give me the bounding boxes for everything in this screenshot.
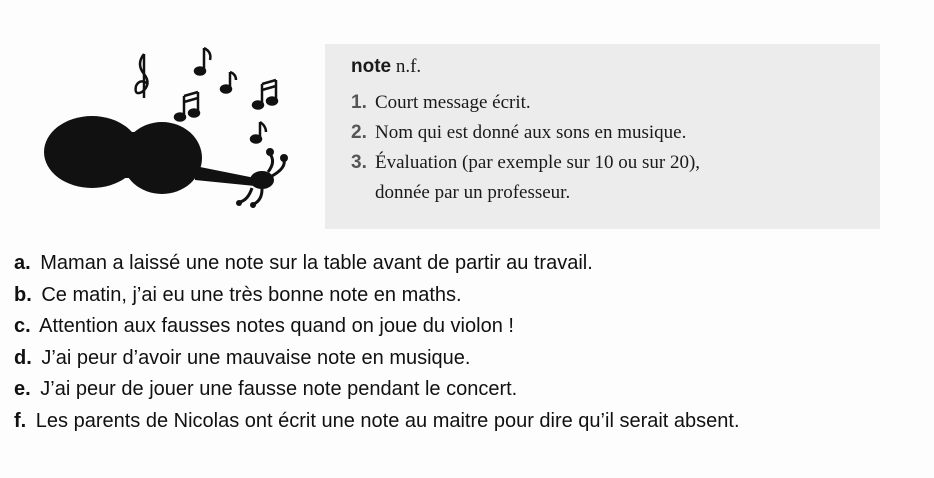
sentence-text: Maman a laissé une note sur la table avant de partir au travail.: [40, 252, 593, 274]
definition-continuation: donnée par un professeur.: [375, 182, 571, 203]
definition-text: Court message écrit.: [375, 92, 531, 113]
example-sentence-list: [14, 248, 740, 437]
definition-number: 3.: [351, 152, 367, 173]
sentence-letter: c.: [14, 315, 31, 337]
definition-box: [325, 44, 880, 229]
definition-list: [351, 88, 700, 208]
sentence-letter: f.: [14, 409, 27, 432]
sentence-text: Les parents de Nicolas ont écrit une note au maitre pour dire qu’il serait absent.: [35, 409, 740, 432]
definition-item: [351, 118, 700, 148]
entry-category: n.f.: [395, 56, 422, 77]
definition-number: 2.: [351, 122, 367, 143]
sentence-item: [14, 374, 740, 406]
sentence-item: [14, 406, 740, 438]
definition-text: Nom qui est donné aux sons en musique.: [375, 122, 687, 143]
sentence-letter: a.: [14, 252, 31, 274]
violin-icon: [44, 116, 288, 208]
sentence-letter: e.: [14, 378, 31, 400]
sentence-item: [14, 311, 740, 343]
sentence-item: [14, 280, 740, 312]
sentence-text: Attention aux fausses notes quand on joue du violon !: [39, 315, 514, 337]
violin-music-notes-illustration: [40, 40, 300, 215]
sentence-text: J’ai peur d’avoir une mauvaise note en musique.: [41, 346, 471, 369]
definition-text: Évaluation (par exemple sur 10 ou sur 20),: [375, 152, 701, 173]
definition-item: [351, 88, 700, 118]
sentence-letter: d.: [14, 346, 32, 369]
dictionary-entry-header: [351, 56, 421, 78]
sentence-text: J’ai peur de jouer une fausse note pendant le concert.: [40, 378, 518, 400]
definition-number: 1.: [351, 92, 367, 113]
sentence-item: [14, 248, 740, 280]
entry-word: note: [351, 56, 392, 77]
treble-clef-icon: [136, 54, 148, 98]
sentence-item: [14, 343, 740, 375]
sentence-text: Ce matin, j’ai eu une très bonne note en maths.: [41, 283, 462, 306]
sentence-letter: b.: [14, 283, 32, 306]
music-note-icon: [195, 48, 266, 143]
definition-item: [351, 148, 700, 178]
